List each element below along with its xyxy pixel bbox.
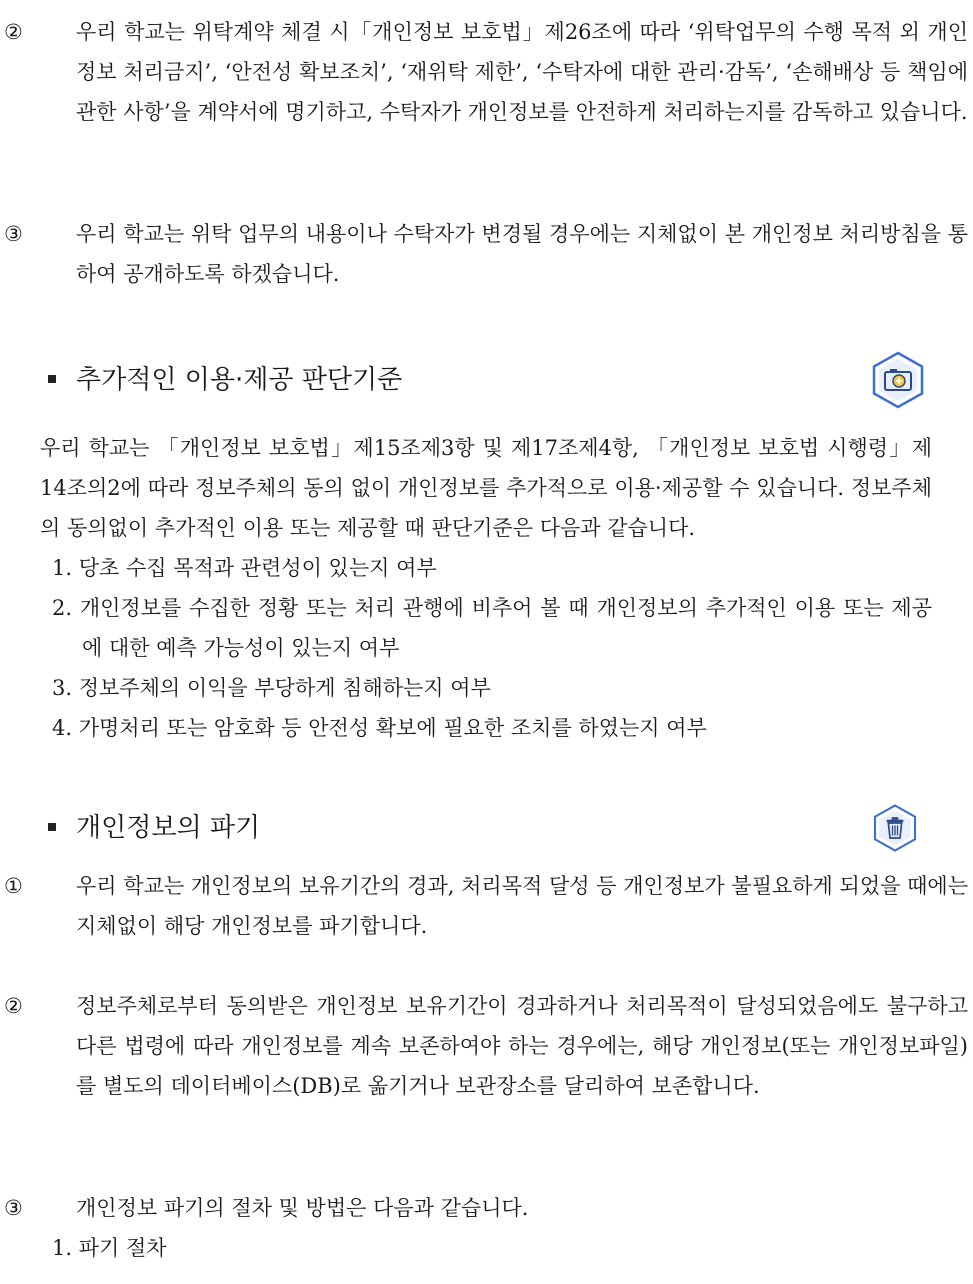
consignment-item-2 [4,12,968,132]
list-item: 4. 가명처리 또는 암호화 등 안전성 확보에 필요한 조치를 하였는지 여부 [52,716,707,740]
section-heading-text: 추가적인 이용·제공 판단기준 [76,365,403,395]
destruction-item-1 [4,866,968,946]
section-heading-additional-use [48,350,928,410]
item-text: 개인정보 파기의 절차 및 방법은 다음과 같습니다. [76,1196,529,1220]
item-mark: ① [4,874,23,898]
item-mark: ② [4,20,23,44]
destruction-item-3 [4,1188,968,1228]
destruction-item-2 [4,986,968,1106]
section-heading-text: 개인정보의 파기 [76,813,261,843]
camera-plus-icon [868,350,928,410]
item-mark: ② [4,994,23,1018]
trash-bin-icon [870,803,920,853]
bullet-icon [48,375,56,383]
criteria-list [52,548,932,748]
item-text: 우리 학교는 위탁 업무의 내용이나 수탁자가 변경될 경우에는 지체없이 본 개인정보 처리방침을 통하여 공개하도록 하겠습니다. [76,222,968,286]
item-text: 우리 학교는 개인정보의 보유기간의 경과, 처리목적 달성 등 개인정보가 불필요하게 되었을 때에는 지체없이 해당 개인정보를 파기합니다. [76,874,968,938]
consignment-item-3 [4,214,968,294]
list-item: 2. 개인정보를 수집한 정황 또는 처리 관행에 비추어 볼 때 개인정보의 추가적인 이용 또는 제공에 대한 예측 가능성이 있는지 여부 [52,596,932,660]
item-text: 정보주체로부터 동의받은 개인정보 보유기간이 경과하거나 처리목적이 달성되었음에도 불구하고 다른 법령에 따라 개인정보를 계속 보존하여야 하는 경우에는, 해당 개인정보(또는 개인정보파일)를 별도의 데이터베이스(DB)로 옮기거나 보관장소를 달리하여 보존합니다. [76,994,968,1098]
item-mark: ③ [4,1196,23,1220]
destruction-procedure-list [52,1228,932,1268]
item-mark: ③ [4,222,23,246]
list-item: 1. 당초 수집 목적과 관련성이 있는지 여부 [52,556,437,580]
additional-use-intro: 우리 학교는 「개인정보 보호법」제15조제3항 및 제17조제4항, 「개인정보 보호법 시행령」제14조의2에 따라 정보주체의 동의 없이 개인정보를 추가적으로 이용·제공할 수 있습니다. 정보주체의 동의없이 추가적인 이용 또는 제공할 때 판단기준은 다음과 같습니다. [40,436,932,540]
list-item: 1. 파기 절차 [52,1236,167,1260]
list-item: 3. 정보주체의 이익을 부당하게 침해하는지 여부 [52,676,491,700]
item-text: 우리 학교는 위탁계약 체결 시「개인정보 보호법」제26조에 따라 ‘위탁업무의 수행 목적 외 개인정보 처리금지’, ‘안전성 확보조치’, ‘재위탁 제한’, ‘수탁자에 대한 관리·감독’, ‘손해배상 등 책임에 관한 사항’을 계약서에 명기하고, 수탁자가 개인정보를 안전하게 처리하는지를 감독하고 있습니다. [76,20,968,124]
section-heading-destruction [48,798,928,858]
bullet-icon [48,823,56,831]
